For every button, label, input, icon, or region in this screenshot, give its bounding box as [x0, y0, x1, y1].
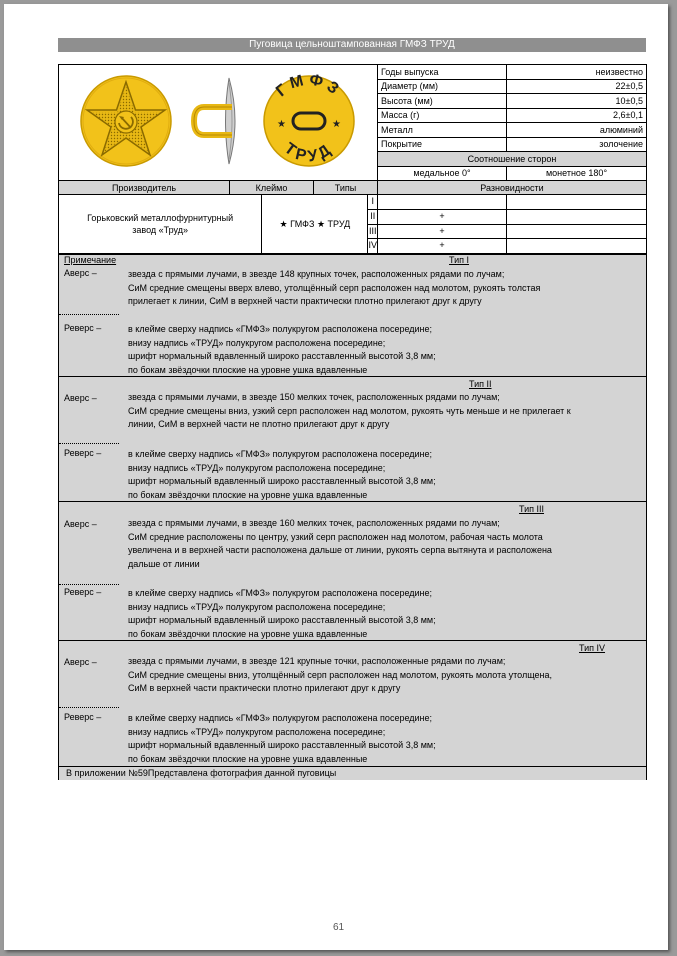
spec-label: Металл	[378, 123, 507, 138]
spec-value: золочение	[507, 137, 647, 152]
type-title: Тип II	[469, 379, 492, 389]
avers-label: Аверс –	[64, 393, 97, 403]
svg-text:ТРУД: ТРУД	[280, 139, 338, 166]
type-row: IV	[368, 240, 377, 250]
avers-label: Аверс –	[64, 657, 97, 667]
type-section-3	[59, 502, 646, 641]
header-mark: Клеймо	[230, 181, 314, 194]
ratio-right: монетное 180°	[507, 166, 647, 181]
avers-label: Аверс –	[64, 268, 97, 278]
avers-text: звезда с прямыми лучами, в звезде 148 крупных точек, расположенных рядами по лучам; СиМ средние смещены вверх влево, утолщённый серп расположен над молотом, рукоять толстая прилегает к линии, СиМ в верхней части практически плотно прилегают друг к другу	[128, 269, 541, 306]
spec-label: Диаметр (мм)	[378, 79, 507, 94]
page-title: Пуговица цельноштампованная ГМФЗ ТРУД	[58, 38, 646, 52]
side-view-image	[194, 78, 235, 164]
type-row: III	[368, 225, 377, 239]
revers-text: в клейме сверху надпись «ГМФЗ» полукругом расположена посередине; внизу надпись «ТРУД» полукругом расположена посередине; шрифт нормальный вдавленный широко расставленный высотой 3,8 мм; по бокам звёздочки плоские на уровне ушка вдавленные	[128, 713, 436, 764]
revers-label: Реверс –	[64, 323, 102, 333]
avers-text: звезда с прямыми лучами, в звезде 160 мелких точек, расположенных рядами по лучам; СиМ средние расположены по центру, узкий серп расположен над молотом, рабочая часть молота увеличена и в верхней части расположена дальше от линии, рукоять серпа вытянута и расположена дальше от линии	[128, 518, 552, 569]
reverse-image	[264, 71, 354, 166]
mark-text: ★ ГМФЗ ★ ТРУД	[262, 195, 368, 253]
type-row: I	[368, 195, 377, 210]
variety-mark	[378, 195, 506, 210]
maker-name: Горьковский металлофурнитурный завод «Труд»	[59, 195, 262, 253]
type-section-1	[59, 255, 646, 377]
maker-mark-header	[59, 181, 378, 195]
spec-value: алюминий	[507, 123, 647, 138]
spec-label: Масса (г)	[378, 108, 507, 123]
svg-text:ГМФЗ: ГМФЗ	[273, 71, 345, 101]
spec-value: 10±0,5	[507, 94, 647, 109]
svg-text:★: ★	[277, 119, 286, 130]
type-section-2	[59, 377, 646, 502]
type-row: II	[368, 210, 377, 225]
note-label: Примечание	[64, 255, 117, 265]
revers-label: Реверс –	[64, 587, 102, 597]
variety-mark: +	[378, 225, 506, 239]
spec-value: 2,6±0,1	[507, 108, 647, 123]
header-maker: Производитель	[59, 181, 230, 194]
type-title: Тип IV	[579, 643, 606, 653]
notes-section	[58, 254, 647, 780]
maker-row	[59, 195, 378, 254]
spec-value: 22±0,5	[507, 79, 647, 94]
type-section-4	[59, 641, 646, 767]
revers-text: в клейме сверху надпись «ГМФЗ» полукругом расположена посередине; внизу надпись «ТРУД» полукругом расположена посередине; шрифт нормальный вдавленный широко расставленный высотой 3,8 мм; по бокам звёздочки плоские на уровне ушка вдавленные	[128, 324, 436, 375]
spec-label: Высота (мм)	[378, 94, 507, 109]
spec-label: Покрытие	[378, 137, 507, 152]
page-number: 61	[332, 922, 345, 933]
variety-mark: +	[439, 240, 445, 250]
footer-note: В приложении №59Представлена фотография данной пуговицы	[59, 767, 646, 780]
revers-text: в клейме сверху надпись «ГМФЗ» полукругом расположена посередине; внизу надпись «ТРУД» полукругом расположена посередине; шрифт нормальный вдавленный широко расставленный высотой 3,8 мм; по бокам звёздочки плоские на уровне ушка вдавленные	[128, 588, 436, 639]
types-list	[368, 195, 377, 253]
variety-col-a	[378, 195, 507, 254]
specs-table	[58, 64, 647, 254]
avers-label: Аверс –	[64, 519, 97, 529]
header-types: Типы	[334, 182, 357, 193]
spec-label: Годы выпуска	[378, 65, 507, 80]
button-images	[59, 65, 377, 177]
header-varieties: Разновидности	[378, 181, 647, 195]
obverse-image	[81, 76, 171, 166]
button-images-cell	[59, 65, 378, 181]
variety-col-b	[507, 195, 647, 254]
variety-mark: +	[378, 210, 506, 225]
type-title: Тип I	[449, 255, 470, 265]
revers-label: Реверс –	[64, 712, 102, 722]
type-title: Тип III	[519, 504, 545, 514]
revers-label: Реверс –	[64, 448, 102, 458]
avers-text: звезда с прямыми лучами, в звезде 150 мелких точек, расположенных рядами по лучам; СиМ средние смещены вниз, узкий серп расположен над молотом, рукоять чуть меньше и не прилегает к линии, СиМ в верхней части не плотно прилегают друг к другу	[128, 392, 571, 429]
revers-text: в клейме сверху надпись «ГМФЗ» полукругом расположена посередине; внизу надпись «ТРУД» полукругом расположена посередине; шрифт нормальный вдавленный широко расставленный высотой 3,8 мм; по бокам звёздочки плоские на уровне ушка вдавленные	[128, 449, 436, 500]
spec-value: неизвестно	[507, 65, 647, 80]
ratio-header: Соотношение сторон	[378, 152, 647, 167]
avers-text: звезда с прямыми лучами, в звезде 121 крупные точки, расположенные рядами по лучам; СиМ средние смещены вниз, утолщённый серп расположен над молотом, рукоять молота утолщена, СиМ в верхней части практически плотно прилегают друг к другу	[128, 656, 552, 693]
svg-text:★: ★	[332, 119, 341, 130]
ratio-left: медальное 0°	[378, 166, 507, 181]
